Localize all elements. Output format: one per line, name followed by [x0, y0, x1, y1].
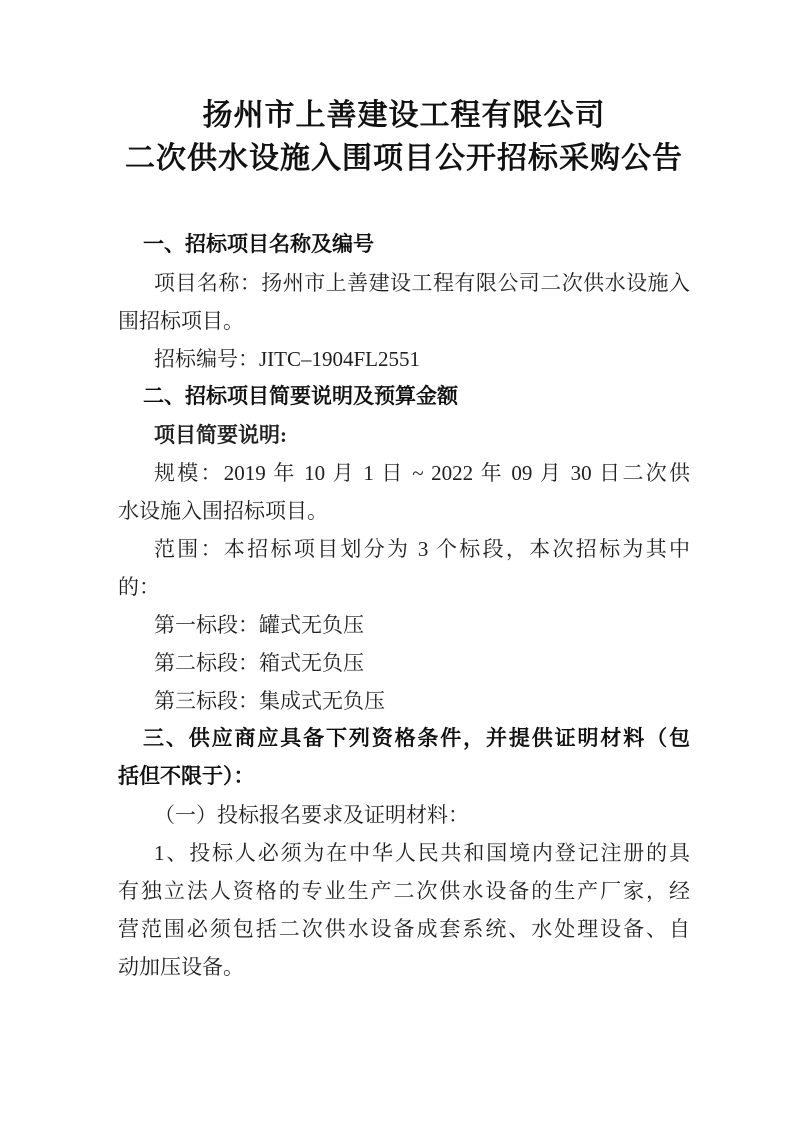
project-name-line2: 围招标项目。	[118, 309, 244, 333]
qualification-line2: 有独立法人资格的专业生产二次供水设备的生产厂家，经	[118, 879, 690, 903]
bid-section-3: 第三标段：集成式无负压	[154, 689, 385, 713]
project-name-line1: 项目名称：扬州市上善建设工程有限公司二次供水设施入	[154, 271, 690, 295]
document-title-line2: 二次供水设施入围项目公开招标采购公告	[125, 142, 683, 175]
section3-heading-line2: 括但不限于）：	[118, 765, 255, 788]
scope-line1: 范围：本招标项目划分为 3 个标段，本次招标为其中	[154, 537, 690, 561]
section2-heading: 二、招标项目简要说明及预算金额	[143, 385, 458, 408]
tender-number-line: 招标编号：JITC–1904FL2551	[154, 347, 421, 371]
subsection-heading: （一）投标报名要求及证明材料：	[154, 803, 469, 827]
brief-description-label: 项目简要说明:	[154, 423, 287, 447]
scale-line2: 水设施入围招标项目。	[118, 499, 328, 523]
section3-heading-line1: 三、供应商应具备下列资格条件，并提供证明材料（包	[143, 727, 690, 750]
qualification-line4: 动加压设备。	[118, 955, 244, 979]
section1-heading: 一、招标项目名称及编号	[143, 233, 374, 256]
bid-section-2: 第二标段：箱式无负压	[154, 651, 364, 675]
qualification-line3: 营范围必须包括二次供水设备成套系统、水处理设备、自	[118, 917, 690, 941]
scope-line2: 的：	[118, 575, 160, 599]
document-title-line1: 扬州市上善建设工程有限公司	[202, 99, 606, 132]
document-title	[118, 94, 690, 180]
qualification-line1: 1、投标人必须为在中华人民共和国境内登记注册的具	[154, 841, 690, 865]
bid-section-1: 第一标段：罐式无负压	[154, 613, 364, 637]
scale-line1: 规模：2019 年 10 月 1 日 ~ 2022 年 09 月 30 日二次供	[154, 461, 690, 485]
